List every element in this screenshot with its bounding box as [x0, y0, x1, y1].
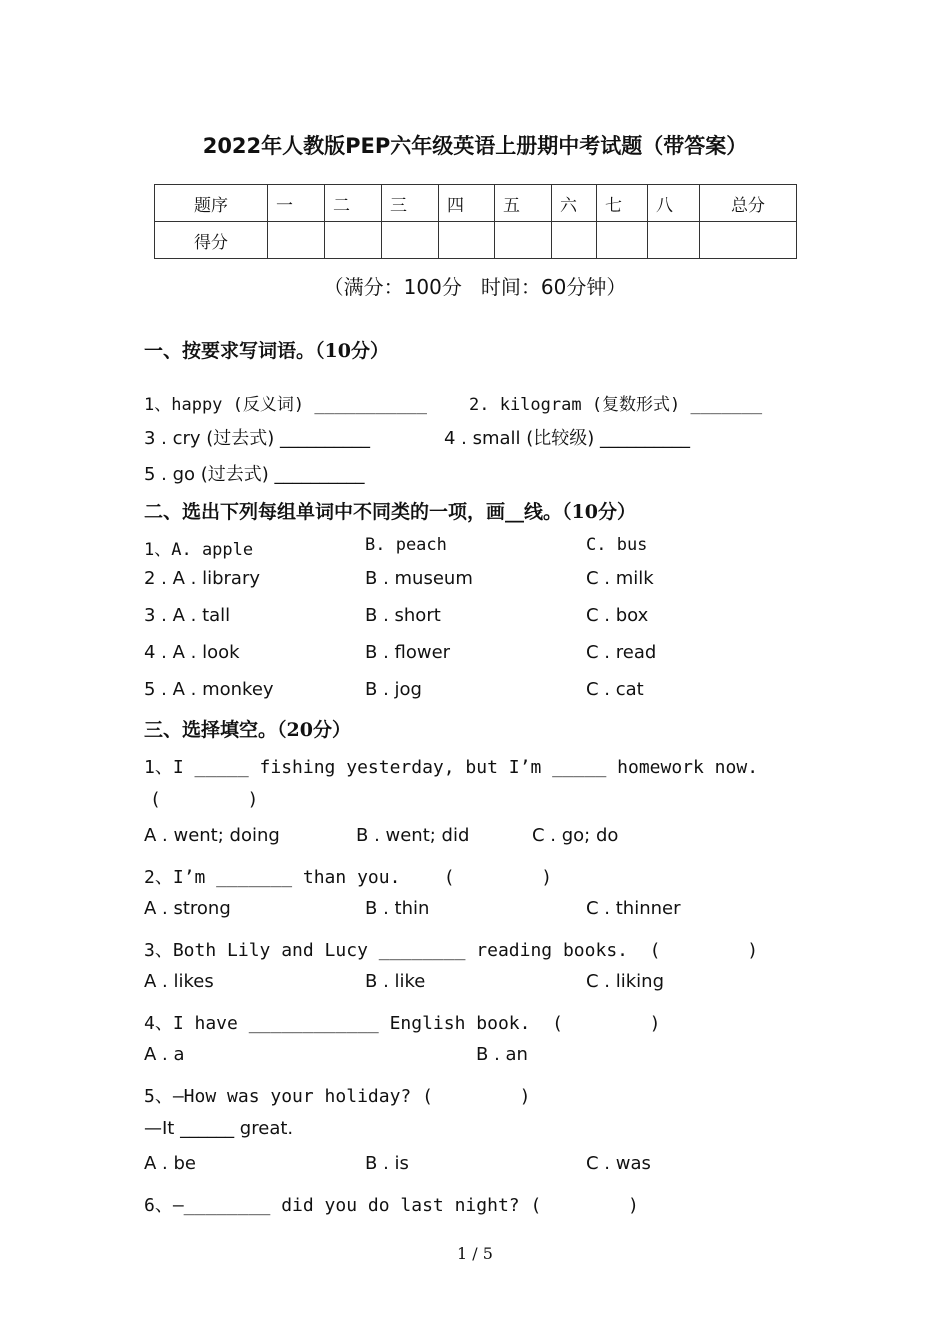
score-header-cell: 七 — [597, 185, 648, 222]
score-cell[interactable] — [648, 222, 700, 259]
s2-row-5-a: 5 . A . monkey — [144, 679, 274, 700]
s3-question-6: 6、—________ did you do last night? ( ) — [144, 1195, 639, 1216]
s2-row-5-c: C . cat — [586, 679, 644, 700]
score-row-label: 得分 — [155, 222, 268, 259]
s3-q4-option-a: A . a — [144, 1044, 185, 1065]
score-table-score-row — [155, 222, 797, 259]
score-header-cell: 五 — [495, 185, 552, 222]
score-cell[interactable] — [495, 222, 552, 259]
s1-question-5: 5 . go (过去式) __________ — [144, 464, 365, 485]
s3-q4-option-b: B . an — [476, 1044, 528, 1065]
s2-row-5-b: B . jog — [365, 679, 422, 700]
section-3-heading: 三、选择填空。（20分） — [144, 719, 351, 741]
s3-q1-option-b: B . went; did — [356, 825, 470, 846]
s2-row-1-a: 1、A. apple — [144, 540, 254, 560]
score-table-header-row — [155, 185, 797, 222]
s3-q5-option-b: B . is — [365, 1153, 409, 1174]
s3-question-5-reply: —It ______ great. — [144, 1118, 294, 1139]
s2-row-2-b: B . museum — [365, 568, 473, 589]
s1-question-1: 1、happy (反义词) ___________ — [144, 395, 427, 415]
s3-q5-option-a: A . be — [144, 1153, 196, 1174]
score-header-cell: 题序 — [155, 185, 268, 222]
s3-question-1: 1、I _____ fishing yesterday, but I’m _____ homework now. — [144, 757, 759, 778]
score-cell[interactable] — [268, 222, 325, 259]
page-number: 1 / 5 — [457, 1244, 493, 1263]
s3-q2-option-c: C . thinner — [586, 898, 681, 919]
s2-row-3-b: B . short — [365, 605, 441, 626]
s1-question-2: 2. kilogram (复数形式) _______ — [469, 395, 763, 415]
section-1-heading: 一、按要求写词语。（10分） — [144, 340, 389, 362]
score-cell[interactable] — [439, 222, 495, 259]
s3-question-2: 2、I’m _______ than you. ( ) — [144, 867, 553, 888]
score-cell[interactable] — [382, 222, 439, 259]
s2-row-2-c: C . milk — [586, 568, 654, 589]
s2-row-2-a: 2 . A . library — [144, 568, 261, 589]
s2-row-3-a: 3 . A . tall — [144, 605, 231, 626]
s2-row-1-c: C. bus — [586, 535, 648, 555]
s3-q3-option-c: C . liking — [586, 971, 664, 992]
score-header-cell: 总分 — [700, 185, 797, 222]
s3-question-1-answer-paren: ( ) — [150, 789, 259, 810]
s2-row-4-b: B . flower — [365, 642, 451, 663]
score-header-cell: 六 — [552, 185, 597, 222]
score-header-cell: 二 — [325, 185, 382, 222]
s2-row-4-c: C . read — [586, 642, 657, 663]
score-header-cell: 三 — [382, 185, 439, 222]
s3-q5-option-c: C . was — [586, 1153, 651, 1174]
score-header-cell: 一 — [268, 185, 325, 222]
section-2-heading: 二、选出下列每组单词中不同类的一项，画__线。（10分） — [144, 501, 636, 523]
s3-q2-option-b: B . thin — [365, 898, 430, 919]
score-cell[interactable] — [700, 222, 797, 259]
score-cell[interactable] — [325, 222, 382, 259]
score-table — [154, 184, 797, 259]
s2-row-3-c: C . box — [586, 605, 649, 626]
s2-row-1-b: B. peach — [365, 535, 447, 555]
score-cell[interactable] — [552, 222, 597, 259]
s3-question-3: 3、Both Lily and Lucy ________ reading books. ( ) — [144, 940, 759, 961]
page-title: 2022年人教版PEP六年级英语上册期中考试题（带答案） — [202, 134, 748, 158]
s1-question-4: 4 . small (比较级) __________ — [444, 428, 691, 449]
s3-q2-option-a: A . strong — [144, 898, 231, 919]
s3-q3-option-b: B . like — [365, 971, 426, 992]
score-header-cell: 八 — [648, 185, 700, 222]
s3-q1-option-c: C . go; do — [532, 825, 619, 846]
s3-q3-option-a: A . likes — [144, 971, 214, 992]
s2-row-4-a: 4 . A . look — [144, 642, 240, 663]
s1-question-3: 3 . cry (过去式) __________ — [144, 428, 371, 449]
score-header-cell: 四 — [439, 185, 495, 222]
time-note: （满分：100分 时间：60分钟） — [323, 275, 627, 299]
score-cell[interactable] — [597, 222, 648, 259]
s3-q1-option-a: A . went; doing — [144, 825, 280, 846]
s3-question-4: 4、I have ____________ English book. ( ) — [144, 1013, 661, 1034]
s3-question-5: 5、—How was your holiday? ( ) — [144, 1086, 531, 1107]
